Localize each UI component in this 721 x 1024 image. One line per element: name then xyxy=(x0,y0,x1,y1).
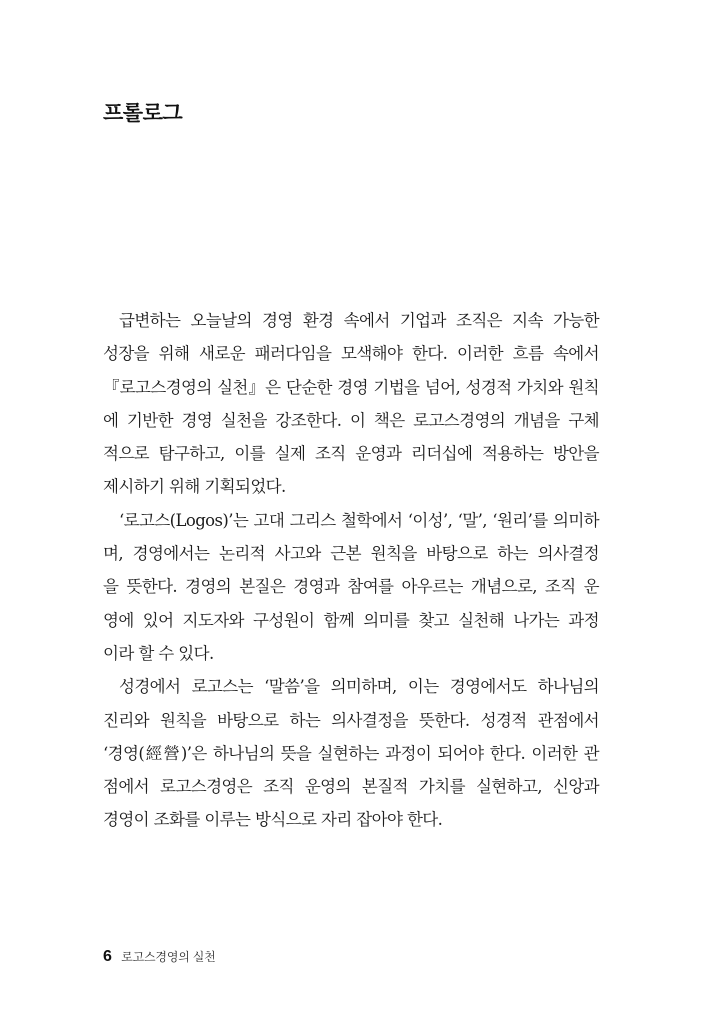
paragraph-2-line-4: 영에 있어 지도자와 구성원이 함께 의미를 찾고 실천해 나가는 과정 xyxy=(103,610,599,630)
body-text xyxy=(103,304,599,837)
paragraph-1-line-6: 제시하기 위해 기획되었다. xyxy=(103,477,286,497)
paragraph-2-line-3: 을 뜻한다. 경영의 본질은 경영과 참여를 아우르는 개념으로, 조직 운 xyxy=(103,577,599,597)
paragraph-2-line-2: 며, 경영에서는 논리적 사고와 근본 원칙을 바탕으로 하는 의사결정 xyxy=(103,544,599,564)
paragraph-1-line-1: 급변하는 오늘날의 경영 환경 속에서 기업과 조직은 지속 가능한 xyxy=(119,311,599,330)
paragraph-2-line-5: 이라 할 수 있다. xyxy=(103,643,214,663)
paragraph-2-line-1: ‘로고스(Logos)’는 고대 그리스 철학에서 ‘이성’, ‘말’, ‘원리’를 의미하 xyxy=(119,510,599,530)
paragraph-1-line-5: 적으로 탐구하고, 이를 실제 조직 운영과 리더십에 적용하는 방안을 xyxy=(103,444,599,464)
paragraph-1-line-2: 성장을 위해 새로운 패러다임을 모색해야 한다. 이러한 흐름 속에서 xyxy=(103,344,599,364)
page-number: 6 xyxy=(103,948,112,965)
paragraph-3-line-2: 진리와 원칙을 바탕으로 하는 의사결정을 뜻한다. 성경적 관점에서 xyxy=(103,710,599,730)
paragraph-1-line-4: 에 기반한 경영 실천을 강조한다. 이 책은 로고스경영의 개념을 구체 xyxy=(103,410,599,430)
paragraph-3-line-1: 성경에서 로고스는 ‘말씀’을 의미하며, 이는 경영에서도 하나님의 xyxy=(119,677,599,697)
paragraph-1-line-3: 『로고스경영의 실천』은 단순한 경영 기법을 넘어, 성경적 가치와 원칙 xyxy=(103,377,599,397)
paragraph-3-line-4: 점에서 로고스경영은 조직 운영의 본질적 가치를 실현하고, 신앙과 xyxy=(103,777,599,797)
paragraph-3-line-3: ‘경영(經營)’은 하나님의 뜻을 실현하는 과정이 되어야 한다. 이러한 관 xyxy=(103,743,599,763)
running-head: 로고스경영의 실천 xyxy=(121,950,216,964)
page-footer xyxy=(103,946,216,968)
paragraph-3-line-5: 경영이 조화를 이루는 방식으로 자리 잡아야 한다. xyxy=(103,810,443,830)
page-title: 프롤로그 xyxy=(103,102,183,125)
